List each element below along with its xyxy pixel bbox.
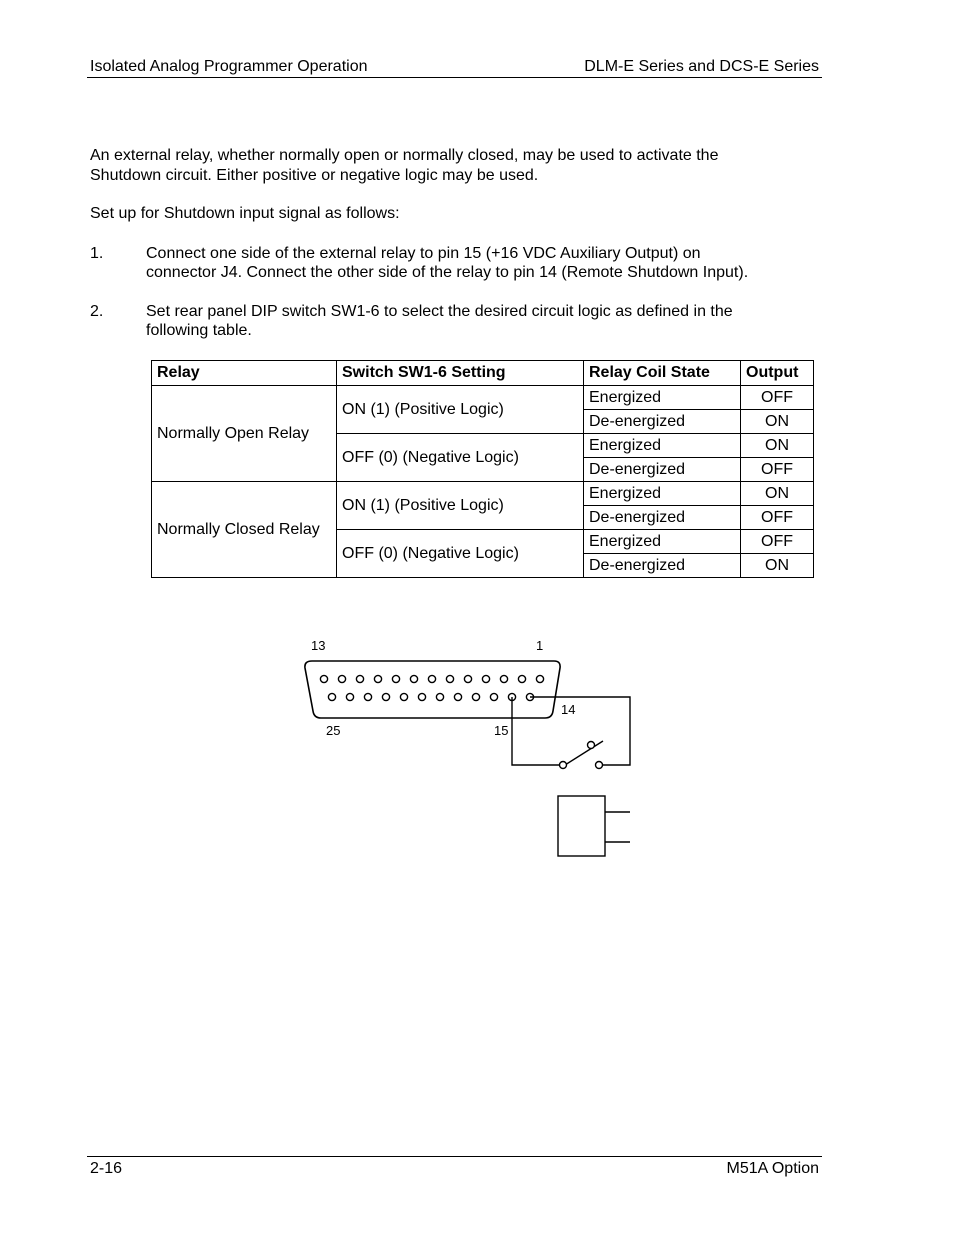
pin-label-1: 1 <box>536 638 544 653</box>
coil-state-cell: De-energized <box>584 554 741 578</box>
coil-state-cell: Energized <box>584 434 741 458</box>
step-2-line-1: Set rear panel DIP switch SW1-6 to select the desired circuit logic as defined in the <box>146 303 733 320</box>
intro-line-1: An external relay, whether normally open or normally closed, may be used to activate the <box>90 147 719 164</box>
output-cell: ON <box>741 482 814 506</box>
output-cell: OFF <box>741 386 814 410</box>
step-2-line-2: following table. <box>146 322 252 339</box>
connector-pin <box>418 693 425 700</box>
coil-state-cell: De-energized <box>584 458 741 482</box>
connector-pin <box>518 675 525 682</box>
wire-pin15 <box>512 697 559 765</box>
connector-pin <box>320 675 327 682</box>
connector-pin <box>374 675 381 682</box>
connector-pin <box>464 675 471 682</box>
connector-pin <box>328 693 335 700</box>
connector-pin <box>500 675 507 682</box>
switch-setting-cell: OFF (0) (Negative Logic) <box>337 434 584 482</box>
relay-type-cell: Normally Open Relay <box>152 386 337 482</box>
switch-setting-cell: ON (1) (Positive Logic) <box>337 386 584 434</box>
output-cell: OFF <box>741 530 814 554</box>
footer-page-number: 2-16 <box>90 1160 123 1177</box>
relay-coil <box>558 796 605 856</box>
step-1-line-1: Connect one side of the external relay to pin 15 (+16 VDC Auxiliary Output) on <box>146 245 701 262</box>
connector-pin <box>490 693 497 700</box>
connector-pin <box>346 693 353 700</box>
coil-state-cell: Energized <box>584 482 741 506</box>
connector-pin <box>472 693 479 700</box>
pin-label-13: 13 <box>311 638 326 653</box>
connector-pin <box>446 675 453 682</box>
connector-pin <box>364 693 371 700</box>
connector-pin <box>356 675 363 682</box>
header-coil-state: Relay Coil State <box>584 361 741 386</box>
header-relay: Relay <box>152 361 337 386</box>
footer-rule <box>87 1156 822 1157</box>
relay-type-cell: Normally Closed Relay <box>152 482 337 578</box>
connector-pin <box>382 693 389 700</box>
coil-state-cell: Energized <box>584 530 741 554</box>
connector-pin <box>338 675 345 682</box>
header-left: Isolated Analog Programmer Operation <box>90 58 368 75</box>
pin-label-14: 14 <box>561 702 576 717</box>
relay-contact-pivot <box>588 742 595 749</box>
connector-pin <box>482 675 489 682</box>
header-output: Output <box>741 361 814 386</box>
connector-bottom-pins <box>328 693 533 700</box>
switch-setting-cell: ON (1) (Positive Logic) <box>337 482 584 530</box>
setup-intro: Set up for Shutdown input signal as follows: <box>90 205 400 222</box>
coil-state-cell: De-energized <box>584 410 741 434</box>
relay-contact-terminal-right <box>596 762 603 769</box>
coil-state-cell: De-energized <box>584 506 741 530</box>
connector-shell <box>305 661 560 718</box>
connector-pin <box>400 693 407 700</box>
step-2-number: 2. <box>90 303 104 320</box>
connector-pin <box>410 675 417 682</box>
connector-pin <box>536 675 543 682</box>
output-cell: ON <box>741 554 814 578</box>
footer-right: M51A Option <box>726 1160 819 1177</box>
switch-setting-cell: OFF (0) (Negative Logic) <box>337 530 584 578</box>
output-cell: ON <box>741 410 814 434</box>
connector-pin <box>392 675 399 682</box>
relay-contact-terminal-left <box>560 762 567 769</box>
pin-label-25: 25 <box>326 723 341 738</box>
connector-pin <box>428 675 435 682</box>
header-switch-setting: Switch SW1-6 Setting <box>337 361 584 386</box>
connector-pin <box>454 693 461 700</box>
header-right: DLM-E Series and DCS-E Series <box>584 58 819 75</box>
intro-line-2: Shutdown circuit. Either positive or negative logic may be used. <box>90 167 539 184</box>
step-1-line-2: connector J4. Connect the other side of the relay to pin 14 (Remote Shutdown Input). <box>146 264 749 281</box>
connector-top-pins <box>320 675 543 682</box>
connector-pin <box>436 693 443 700</box>
step-1-number: 1. <box>90 245 104 262</box>
coil-state-cell: Energized <box>584 386 741 410</box>
pin-label-15: 15 <box>494 723 509 738</box>
output-cell: OFF <box>741 458 814 482</box>
output-cell: OFF <box>741 506 814 530</box>
output-cell: ON <box>741 434 814 458</box>
